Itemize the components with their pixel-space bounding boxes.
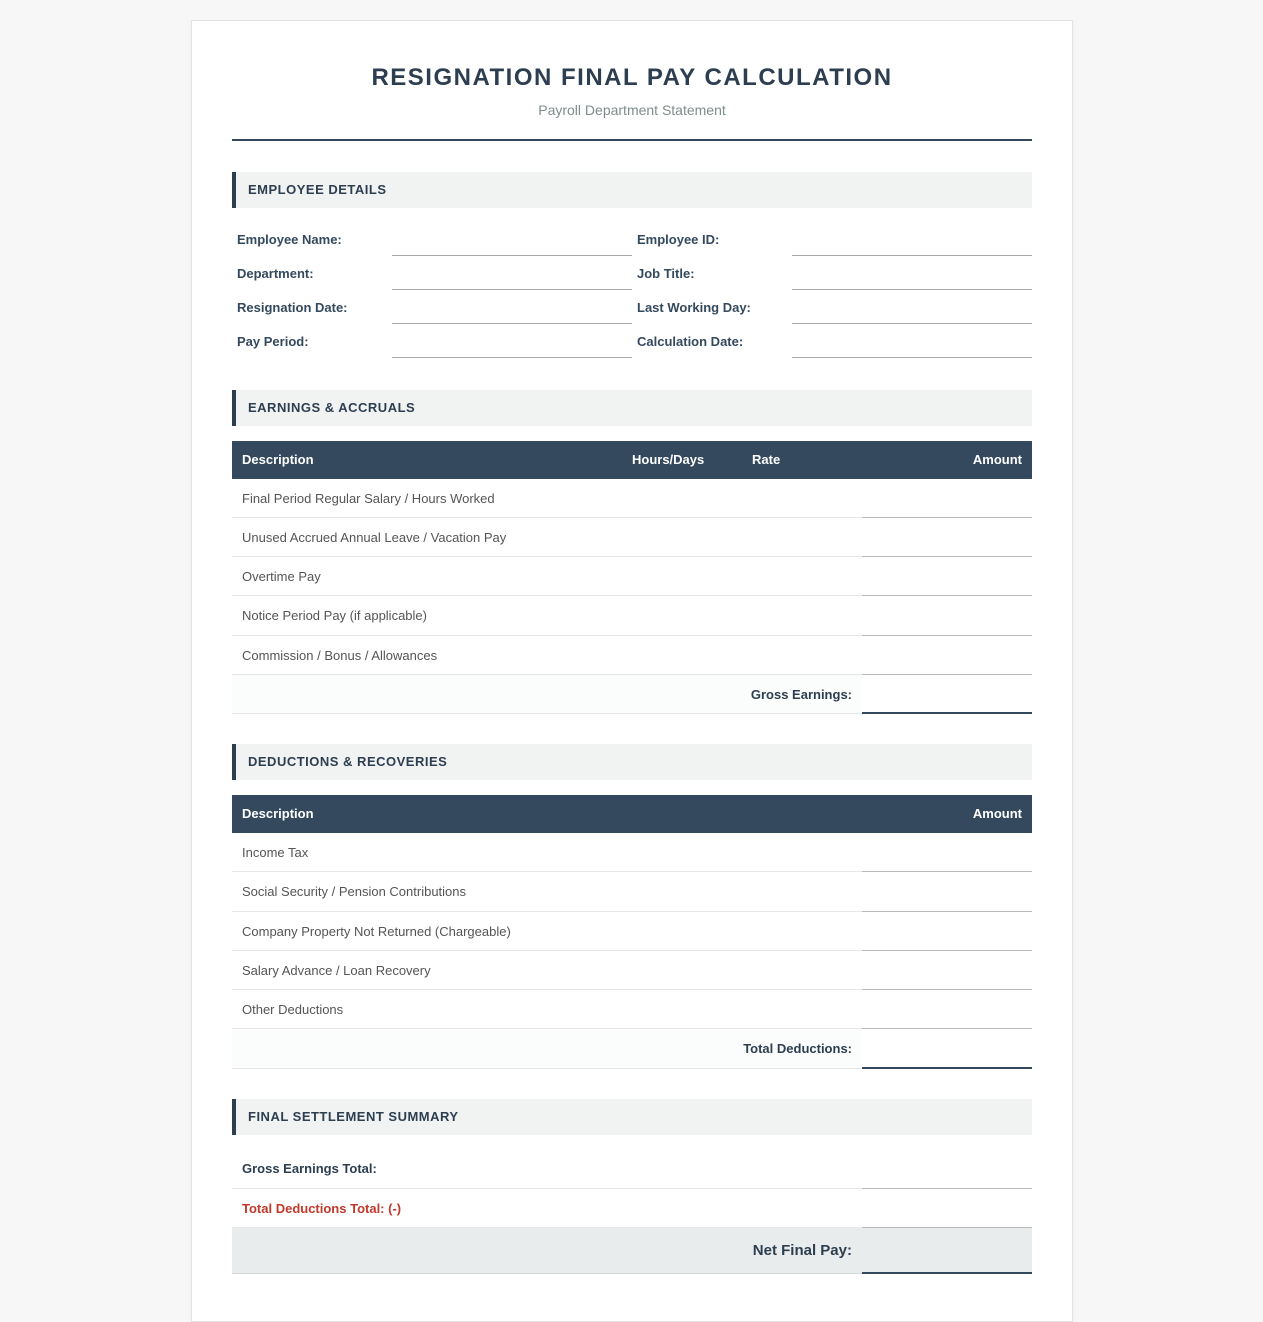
row-description: Overtime Pay xyxy=(242,569,321,584)
amount-input[interactable] xyxy=(862,833,1032,872)
amount-input[interactable] xyxy=(862,518,1032,557)
amount-input[interactable] xyxy=(862,912,1032,951)
calculation-date-field[interactable] xyxy=(792,324,1032,358)
amount-input[interactable] xyxy=(862,990,1032,1029)
gross-earnings-label: Gross Earnings: xyxy=(750,687,852,702)
net-final-pay-row xyxy=(232,1228,1032,1274)
amount-input[interactable] xyxy=(862,951,1032,990)
column-amount: Amount xyxy=(972,452,1022,467)
last-working-day-label: Last Working Day: xyxy=(637,300,751,315)
table-row xyxy=(232,518,1032,557)
row-description: Commission / Bonus / Allowances xyxy=(242,648,438,663)
section-title: DEDUCTIONS & RECOVERIES xyxy=(248,754,448,769)
document-subtitle: Payroll Department Statement xyxy=(538,102,726,118)
section-title: FINAL SETTLEMENT SUMMARY xyxy=(248,1109,459,1124)
table-row xyxy=(232,912,1032,951)
pay-period-field[interactable] xyxy=(392,324,632,358)
total-deductions-row xyxy=(232,1029,1032,1069)
amount-input[interactable] xyxy=(862,636,1032,675)
employee-name-label: Employee Name: xyxy=(237,232,342,247)
total-deductions-total-row xyxy=(232,1189,1032,1228)
gross-earnings-total-label: Gross Earnings Total: xyxy=(242,1161,377,1176)
row-description: Notice Period Pay (if applicable) xyxy=(242,608,427,623)
total-deductions-total-label: Total Deductions Total: (-) xyxy=(242,1201,402,1216)
resignation-date-field[interactable] xyxy=(392,290,632,324)
table-row xyxy=(232,636,1032,675)
row-description: Final Period Regular Salary / Hours Worked xyxy=(242,491,495,506)
section-employee-details xyxy=(232,172,1032,208)
table-row xyxy=(232,872,1032,912)
section-deductions xyxy=(232,744,1032,780)
earnings-table-header xyxy=(232,441,1032,479)
section-earnings xyxy=(232,390,1032,426)
table-row xyxy=(232,557,1032,596)
row-description: Other Deductions xyxy=(242,1002,344,1017)
last-working-day-field[interactable] xyxy=(792,290,1032,324)
section-title: EMPLOYEE DETAILS xyxy=(248,182,387,197)
column-rate: Rate xyxy=(752,452,781,467)
row-description: Income Tax xyxy=(242,845,309,860)
job-title-field[interactable] xyxy=(792,256,1032,290)
amount-input[interactable] xyxy=(862,596,1032,636)
title-divider xyxy=(232,139,1032,141)
table-row xyxy=(232,596,1032,636)
gross-earnings-amount[interactable] xyxy=(862,675,1032,714)
total-deductions-label: Total Deductions: xyxy=(743,1041,852,1056)
amount-input[interactable] xyxy=(862,557,1032,596)
column-description: Description xyxy=(242,806,314,821)
document-title: RESIGNATION FINAL PAY CALCULATION xyxy=(371,64,893,91)
column-hours-days: Hours/Days xyxy=(632,452,705,467)
amount-input[interactable] xyxy=(862,479,1032,518)
gross-earnings-total-row xyxy=(232,1149,1032,1189)
employee-id-field[interactable] xyxy=(792,222,1032,256)
pay-period-label: Pay Period: xyxy=(237,334,309,349)
row-description: Unused Accrued Annual Leave / Vacation Pay xyxy=(242,530,507,545)
row-description: Company Property Not Returned (Chargeable) xyxy=(242,924,511,939)
total-deductions-amount[interactable] xyxy=(862,1029,1032,1069)
amount-input[interactable] xyxy=(862,872,1032,912)
job-title-label: Job Title: xyxy=(637,266,695,281)
net-final-pay-label: Net Final Pay: xyxy=(752,1242,852,1259)
table-row xyxy=(232,479,1032,518)
net-final-pay-amount[interactable] xyxy=(862,1228,1032,1274)
table-row xyxy=(232,990,1032,1029)
section-final-settlement xyxy=(232,1099,1032,1135)
deductions-table-header xyxy=(232,795,1032,833)
gross-earnings-total-amount[interactable] xyxy=(862,1149,1032,1189)
department-label: Department: xyxy=(237,266,314,281)
employee-id-label: Employee ID: xyxy=(637,232,720,247)
column-amount: Amount xyxy=(972,806,1022,821)
calculation-date-label: Calculation Date: xyxy=(637,334,744,349)
total-deductions-total-amount[interactable] xyxy=(862,1189,1032,1228)
row-description: Social Security / Pension Contributions xyxy=(242,884,467,899)
employee-name-field[interactable] xyxy=(392,222,632,256)
table-row xyxy=(232,951,1032,990)
document-page xyxy=(191,20,1073,1322)
column-description: Description xyxy=(242,452,314,467)
gross-earnings-row xyxy=(232,675,1032,714)
table-row xyxy=(232,833,1032,872)
resignation-date-label: Resignation Date: xyxy=(237,300,348,315)
section-title: EARNINGS & ACCRUALS xyxy=(248,400,416,415)
department-field[interactable] xyxy=(392,256,632,290)
row-description: Salary Advance / Loan Recovery xyxy=(242,963,431,978)
